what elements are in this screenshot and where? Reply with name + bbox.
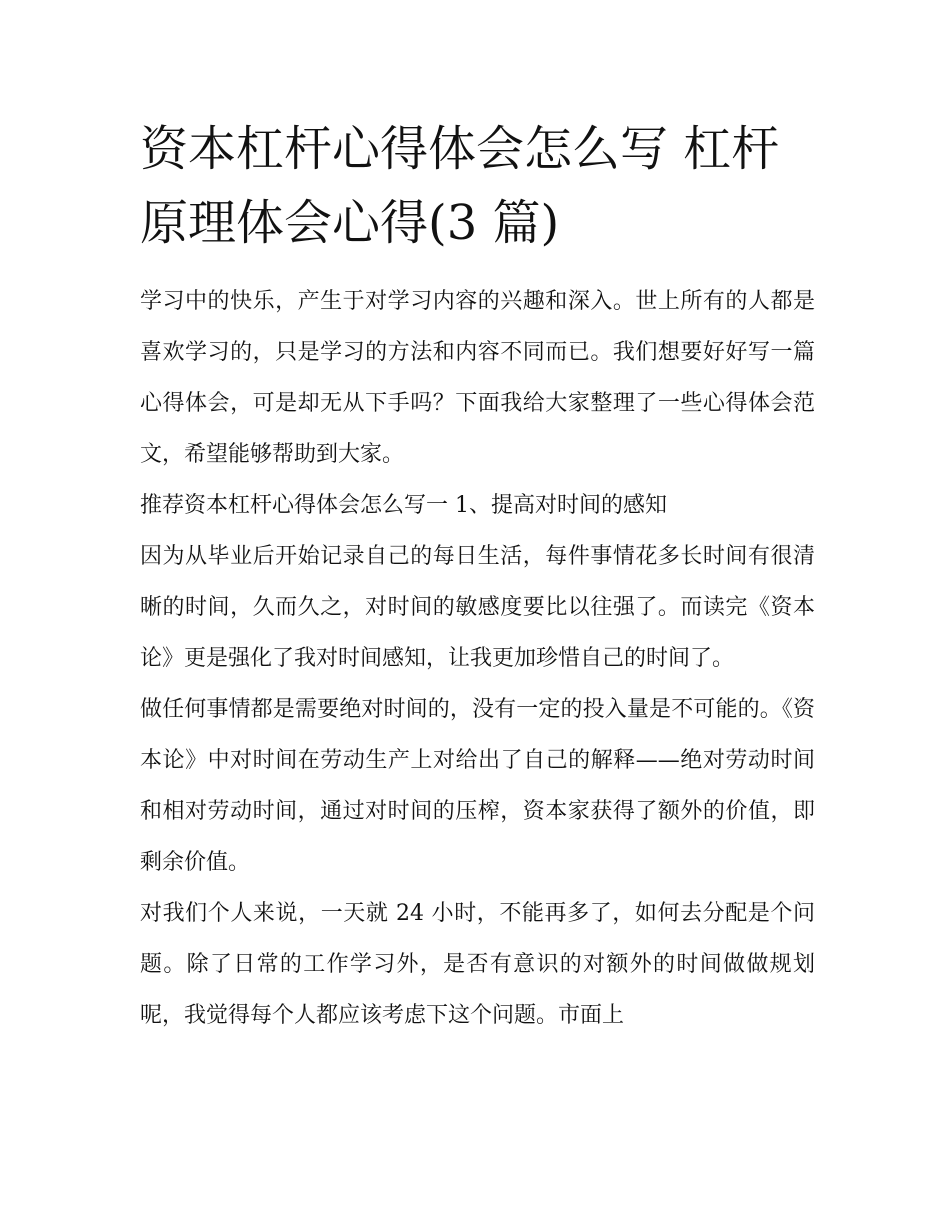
- document-body: [140, 276, 815, 1041]
- body-paragraph: 因为从毕业后开始记录自己的每日生活，每件事情花多长时间有很清晰的时间，久而久之，对时间的敏感度要比以往强了。而读完《资本论》更是强化了我对时间感知，让我更加珍惜自己的时间了。: [140, 544, 815, 671]
- intro-paragraph: 学习中的快乐，产生于对学习内容的兴趣和深入。世上所有的人都是喜欢学习的，只是学习的方法和内容不同而已。我们想要好好写一篇心得体会，可是却无从下手吗？下面我给大家整理了一些心得体会范文，希望能够帮助到大家。: [140, 289, 815, 467]
- body-paragraph: 做任何事情都是需要绝对时间的，没有一定的投入量是不可能的。《资本论》中对时间在劳动生产上对给出了自己的解释——绝对劳动时间和相对劳动时间，通过对时间的压榨，资本家获得了额外的价值，即剩余价值。: [140, 697, 815, 875]
- document-title: 资本杠杆心得体会怎么写 杠杆原理体会心得(3 篇): [140, 121, 780, 251]
- body-paragraph: 对我们个人来说，一天就 24 小时，不能再多了，如何去分配是个问题。除了日常的工作学习外，是否有意识的对额外的时间做做规划呢，我觉得每个人都应该考虑下这个问题。市面上: [140, 901, 815, 1028]
- section-heading: 推荐资本杠杆心得体会怎么写一 1、提高对时间的感知: [140, 493, 667, 518]
